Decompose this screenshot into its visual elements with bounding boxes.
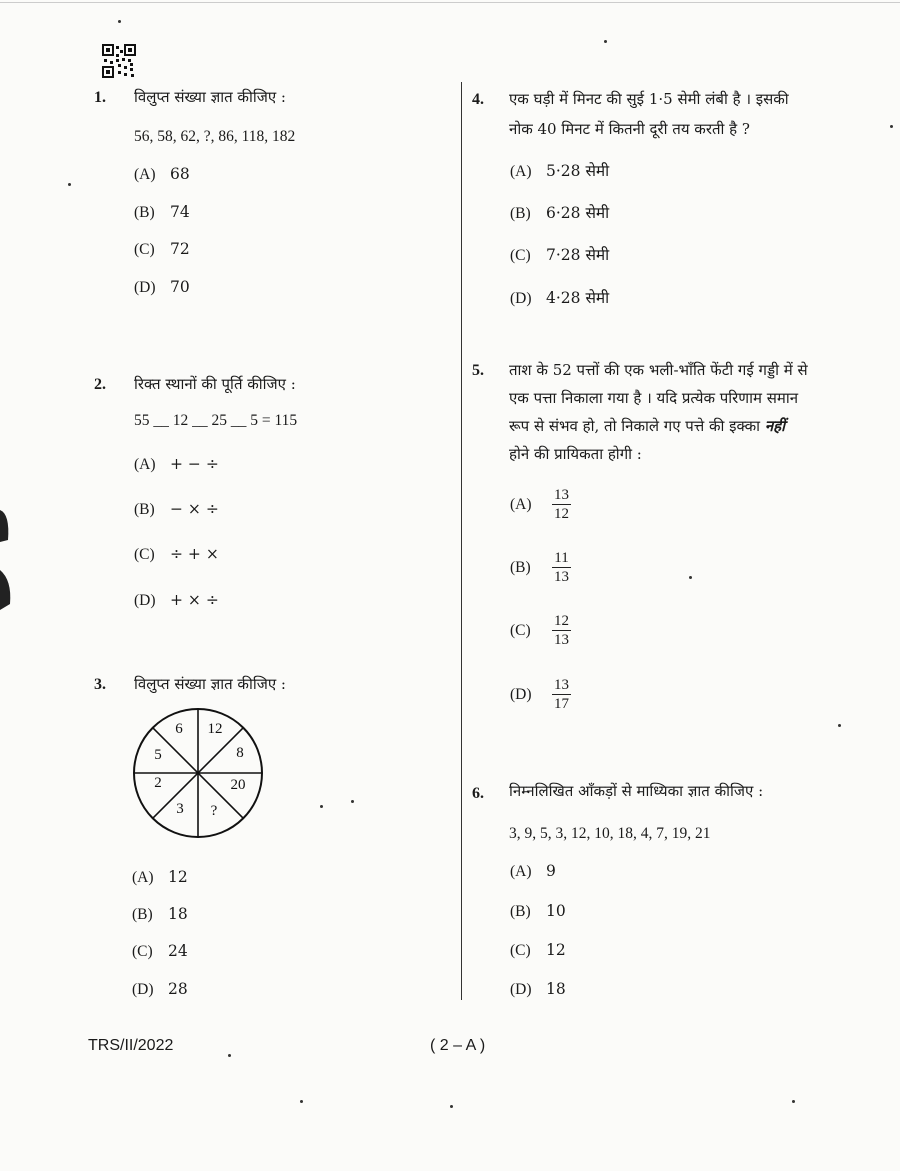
question-5-option-a[interactable]: (A) $\frac{13}{12}$ — [510, 487, 569, 522]
question-3-number: 3. — [94, 676, 106, 693]
question-4-text-line-2: नोक 40 मिनट में कितनी दूरी तय करती है ? — [509, 120, 750, 138]
question-5-option-b[interactable]: (B) $\frac{11}{13}$ — [510, 550, 569, 585]
fraction: $\frac{13}{17}$ — [554, 677, 569, 712]
qr-code-icon — [102, 44, 136, 78]
scan-speck — [792, 1100, 795, 1103]
question-3-option-c[interactable]: (C) 24 — [132, 942, 188, 960]
number-wheel-diagram — [130, 705, 266, 841]
question-6-series: 3, 9, 5, 3, 12, 10, 18, 4, 7, 19, 21 — [509, 825, 711, 842]
question-1-text: विलुप्त संख्या ज्ञात कीजिए : — [134, 88, 286, 106]
scan-speck — [450, 1105, 453, 1108]
question-5-text-line-1: ताश के 52 पत्तों की एक भली-भाँति फेंटी गई गड्डी में से — [509, 361, 808, 379]
scan-speck — [300, 1100, 303, 1103]
question-4-option-c[interactable]: (C) 7·28 सेमी — [510, 246, 610, 264]
wheel-sector-8: 5 — [154, 747, 162, 763]
question-3-option-d[interactable]: (D) 28 — [132, 980, 188, 998]
fraction: $\frac{13}{12}$ — [554, 487, 569, 522]
question-3-option-b[interactable]: (B) 18 — [132, 905, 188, 923]
scan-edge-artifact — [0, 500, 14, 620]
question-6-text: निम्नलिखित आँकड़ों से माध्यिका ज्ञात कीजिए : — [509, 782, 764, 800]
question-4-option-d[interactable]: (D) 4·28 सेमी — [510, 289, 610, 307]
wheel-sector-5: ? — [210, 803, 218, 819]
scan-speck — [838, 724, 841, 727]
question-4-number: 4. — [472, 91, 484, 108]
question-5-text-line-3: रूप से संभव हो, तो निकाले गए पत्ते की इक्का नहीं — [509, 417, 786, 435]
question-1-series: 56, 58, 62, ?, 86, 118, 182 — [134, 128, 296, 145]
wheel-sector-3: 8 — [236, 745, 244, 761]
paper-code: TRS/II/2022 — [88, 1037, 174, 1054]
question-2-option-d[interactable]: (D) + × ÷ — [134, 591, 219, 609]
emphasis-not: नहीं — [764, 417, 786, 435]
page-number: ( 2 – A ) — [430, 1037, 486, 1054]
question-2-number: 2. — [94, 376, 106, 393]
question-3-text: विलुप्त संख्या ज्ञात कीजिए : — [134, 675, 286, 693]
wheel-sector-1: 6 — [175, 721, 183, 737]
question-1-number: 1. — [94, 89, 106, 106]
scan-speck — [228, 1054, 231, 1057]
scan-speck — [320, 805, 323, 808]
wheel-sector-4: 20 — [230, 777, 246, 793]
fraction: $\frac{12}{13}$ — [554, 613, 569, 648]
question-6-option-c[interactable]: (C) 12 — [510, 941, 566, 959]
question-2-equation: 55 __ 12 __ 25 __ 5 = 115 — [134, 412, 298, 429]
scan-speck — [890, 125, 893, 128]
fraction: $\frac{11}{13}$ — [554, 550, 569, 585]
question-1-option-a[interactable]: (A) 68 — [134, 165, 190, 183]
column-divider — [461, 82, 462, 1000]
scan-speck — [689, 576, 692, 579]
wheel-sector-7: 2 — [154, 775, 162, 791]
question-6-number: 6. — [472, 785, 484, 802]
question-2-option-a[interactable]: (A) + − ÷ — [134, 455, 219, 473]
scan-speck — [68, 183, 71, 186]
question-5-text-line-4: होने की प्रायिकता होगी : — [509, 445, 642, 463]
question-2-option-c[interactable]: (C) ÷ + × — [134, 545, 219, 563]
question-4-option-b[interactable]: (B) 6·28 सेमी — [510, 204, 610, 222]
question-4-text-line-1: एक घड़ी में मिनट की सुई 1·5 सेमी लंबी है । इसकी — [509, 90, 789, 108]
scan-speck — [604, 40, 607, 43]
question-4-option-a[interactable]: (A) 5·28 सेमी — [510, 162, 610, 180]
scan-speck — [118, 20, 121, 23]
question-1-option-b[interactable]: (B) 74 — [134, 203, 190, 221]
question-5-text-line-2: एक पत्ता निकाला गया है । यदि प्रत्येक परिणाम समान — [509, 389, 799, 407]
question-2-option-b[interactable]: (B) − × ÷ — [134, 500, 219, 518]
question-3-option-a[interactable]: (A) 12 — [132, 868, 188, 886]
question-5-option-c[interactable]: (C) $\frac{12}{13}$ — [510, 613, 569, 648]
question-5-number: 5. — [472, 362, 484, 379]
question-1-option-d[interactable]: (D) 70 — [134, 278, 190, 296]
question-2-text: रिक्त स्थानों की पूर्ति कीजिए : — [134, 375, 296, 393]
wheel-sector-2: 12 — [207, 721, 223, 737]
question-6-option-d[interactable]: (D) 18 — [510, 980, 566, 998]
wheel-sector-6: 3 — [176, 801, 184, 817]
question-1-option-c[interactable]: (C) 72 — [134, 240, 190, 258]
top-rule — [0, 2, 900, 3]
question-6-option-b[interactable]: (B) 10 — [510, 902, 566, 920]
question-6-option-a[interactable]: (A) 9 — [510, 862, 556, 880]
scan-speck — [351, 800, 354, 803]
question-5-option-d[interactable]: (D) $\frac{13}{17}$ — [510, 677, 569, 712]
